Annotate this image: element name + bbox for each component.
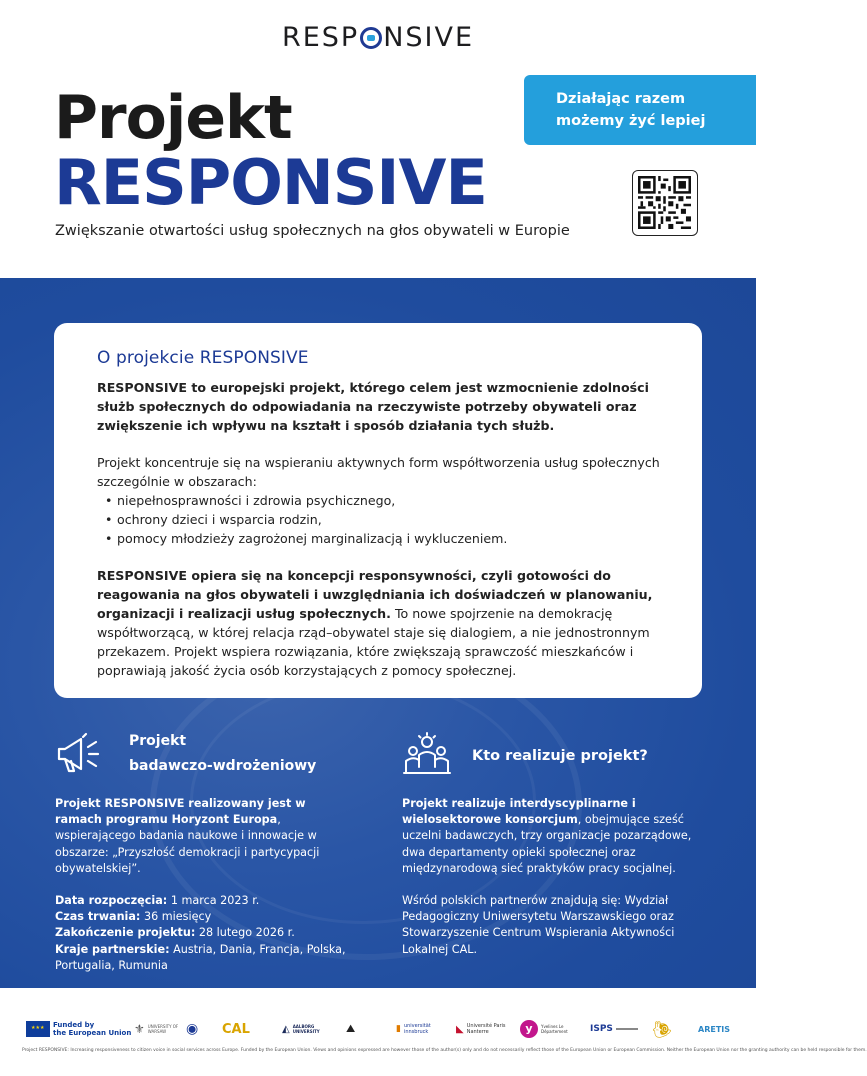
responsive-logo [0,22,756,53]
logo-text-right: NSIVE [383,22,475,53]
right-column-text [402,796,707,958]
polish-partners: Wśród polskich partnerów znajdują się: Wydział Pedagogiczny Uniwersytetu Warszawskiego oraz Stowarzyszenie Centrum Wspierania Aktywności Lokalnej CAL. [402,894,675,956]
logo-o-icon [360,27,382,49]
eu-flag-icon [26,1021,50,1037]
partner-logo-cal: CAL [222,1021,250,1037]
eu-funding-logo: ★★★ Funded by the European Union [26,1018,131,1040]
about-intro: RESPONSIVE to europejski projekt, którego celem jest wzmocnienie zdolności służb społecznych do odpowiadania na rzeczywiste potrzeby obywateli oraz zwiększenie ich wpływu na kształt i sposób działania tych służb. [97,380,649,433]
left-column-text [55,796,355,974]
left-heading-line2: badawczo-wdrożeniowy [129,758,317,774]
partner-logo-yvelines: y Yvelines Le Département [520,1018,571,1040]
about-concept-bold: RESPONSIVE opiera się na koncepcji responsywności, czyli gotowości do reagowania na głos obywateli i uwzględniania ich doświadczeń w planowaniu, organizacji i realizacji usług społecznych. [97,568,653,621]
left-intro-rest: , wspierającego badania naukowe i innowacje w obszarze: „Przyszłość demokracji i partycypacji obywatelskiej”. [55,813,320,875]
partner-logo-aalborg: ◭ AALBORG UNIVERSITY [282,1023,320,1035]
subtitle: Zwiększanie otwartości usług społecznych na głos obywateli w Europie [55,223,570,239]
partner-logo-isps: ISPS [590,1018,638,1040]
partner-logo-nanterre: ◣ Université Paris Nanterre [456,1023,506,1035]
left-intro [55,796,355,877]
people-group-icon [402,733,452,779]
footer-logos [0,988,867,1076]
slogan-line2: możemy żyć lepiej [556,113,706,129]
partner-logo-innsbruck: ▮ universität innsbruck [396,1023,431,1035]
about-card [54,323,702,698]
about-concept [97,566,660,680]
partner-logo-snail: 🐌︎ [652,1019,673,1039]
about-heading: O projekcie RESPONSIVE [97,348,309,368]
right-intro-rest: , obejmujące sześć uczelni badawczych, trzy organizacje pozarządowe, dwa departamenty opieki społecznej oraz międzynarodową sieć praktyków pracy socjalnej. [402,813,692,875]
about-concept-rest: To nowe spojrzenie na demokrację współtworzącą, w której relacja rząd–obywatel staje się dialogiem, a nie jednostronnym przekazem. Projekt wspiera rozwiązania, które zwiększają sprawczość mieszkańców i poprawiają jakość życia osób korzystających z pomocy społecznej. [97,606,650,678]
focus-area-item: • pomocy młodzieży zagrożonej marginalizacją i wykluczeniem. [105,529,660,548]
focus-areas-list [97,491,660,548]
fact-row: Data rozpoczęcia: 1 marca 2023 r. [55,894,260,908]
left-column-heading [129,730,316,777]
left-intro-bold: Projekt RESPONSIVE realizowany jest w ramach programu Horyzont Europa [55,797,306,827]
fact-row: Zakończenie projektu: 28 lutego 2026 r. [55,926,295,940]
focus-area-item: • ochrony dzieci i wsparcia rodzin, [105,510,660,529]
partner-logo-mark: ⛰ [346,1022,356,1035]
footer-disclaimer: Project RESPONSIVE: Increasing responsiveness to citizen voice in social services across Europe. Funded by the European Union. Views and opinions expressed are however those of the author(s) only and do not necessarily reflect those of the European Union or European Commission. Neither the European Union nor the granting authority can be held responsible for them. [22,1048,867,1053]
qr-code-icon[interactable] [632,170,698,236]
slogan-box [524,75,756,145]
megaphone-icon [55,733,101,779]
logo-text-left: RESP [281,22,360,53]
partner-logo-seal: ◉ [186,1021,199,1037]
fact-row: Czas trwania: 36 miesięcy [55,910,212,924]
title-line1: Projekt [54,83,292,153]
title-line2: RESPONSIVE [54,146,487,219]
about-focus: Projekt koncentruje się na wspieraniu aktywnych form współtworzenia usług społecznych szczególnie w obszarach: [97,455,660,489]
right-intro [402,796,707,877]
focus-area-item: • niepełnosprawności i zdrowia psychicznego, [105,491,660,510]
fact-row: Kraje partnerskie: Austria, Dania, Francja, Polska, Portugalia, Rumunia [55,942,346,972]
partner-logo-warsaw: ⚜ UNIVERSITY OF WARSAW [134,1022,179,1036]
slogan-line1: Działając razem [556,91,686,107]
left-heading-line1: Projekt [129,733,187,749]
right-intro-bold: Projekt realizuje interdyscyplinarne i wielosektorowe konsorcjum [402,797,636,827]
right-column-heading: Kto realizuje projekt? [472,748,648,764]
partner-logo-aretis: ARETIS [698,1024,731,1034]
